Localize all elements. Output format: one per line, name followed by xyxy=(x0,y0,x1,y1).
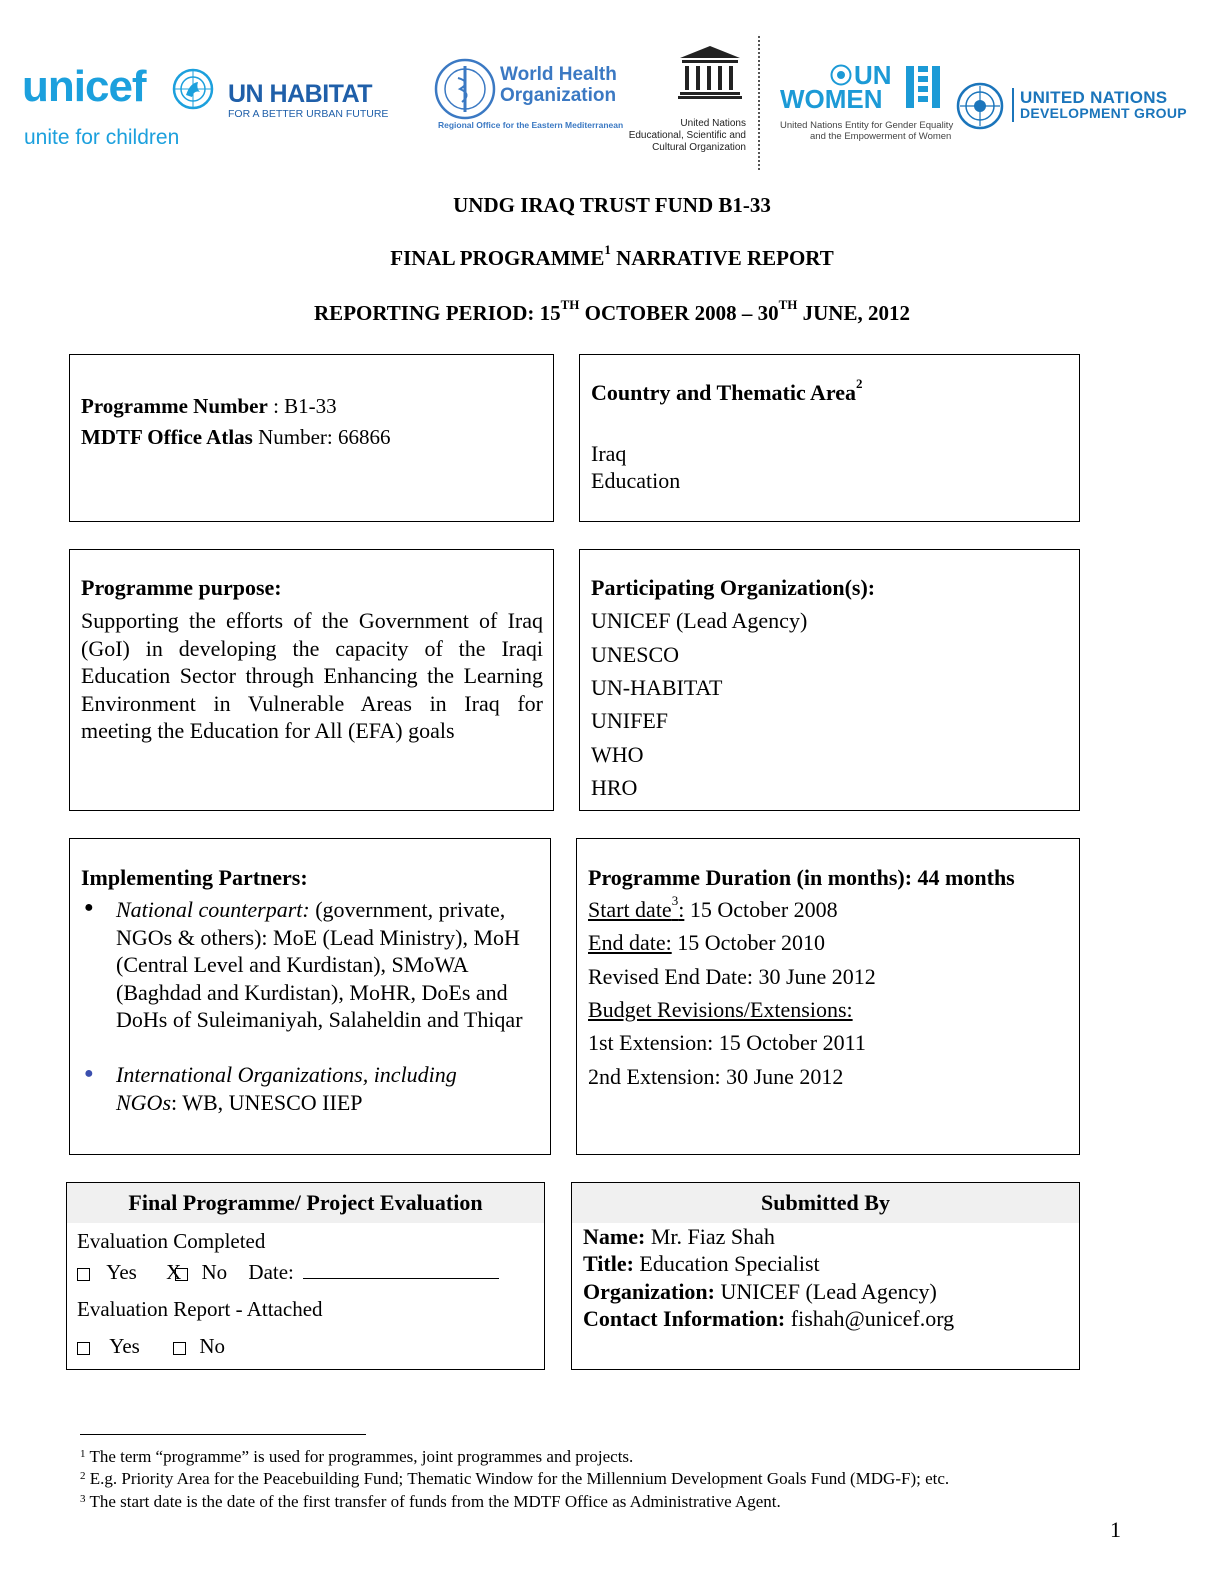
international-orgs-label: International Organizations, including NGOs xyxy=(116,1062,457,1115)
footnote xyxy=(80,1468,949,1490)
submitted-by-box xyxy=(571,1182,1080,1370)
report-no-label: No xyxy=(199,1334,225,1358)
unesco-logo xyxy=(628,44,752,156)
international-orgs-text: : WB, UNESCO IIEP xyxy=(171,1089,363,1115)
submitted-contact-label: Contact Information: xyxy=(583,1306,786,1331)
unesco-line2: Educational, Scientific and xyxy=(628,130,746,141)
country-thematic-box xyxy=(579,354,1080,522)
implementing-partners-box xyxy=(69,838,551,1155)
period-sup-2: TH xyxy=(778,297,798,312)
subtitle-text: FINAL PROGRAMME xyxy=(390,246,605,270)
purpose-text: Supporting the efforts of the Government of Iraq (GoI) in developing the capacity of the Iraqi Education Sector through Enhancing the Learning Environment in Vulnerable Areas in Iraq for meeting the Education for All (EFA) goals xyxy=(81,608,543,743)
unwomen-line1: UN xyxy=(854,60,892,90)
unwomen-globe-icon xyxy=(830,64,852,86)
submitted-name-value: Mr. Fiaz Shah xyxy=(645,1224,775,1249)
footnote-text: E.g. Priority Area for the Peacebuilding Fund; Thematic Window for the Millennium Development Goals Fund (MDG-F); etc. xyxy=(89,1469,950,1488)
report-yes-checkbox[interactable] xyxy=(77,1342,90,1355)
implementing-heading: Implementing Partners: xyxy=(81,865,308,890)
undg-separator xyxy=(1012,88,1014,122)
submitted-title-value: Education Specialist xyxy=(633,1251,820,1276)
national-counterpart-label: National counterpart: xyxy=(116,897,310,922)
evaluation-heading: Final Programme/ Project Evaluation xyxy=(67,1183,544,1223)
budget-revisions-label: Budget Revisions/Extensions: xyxy=(588,997,853,1022)
unicef-emblem-icon xyxy=(172,68,214,110)
participating-org: UNIFEF xyxy=(591,708,669,733)
evaluation-report-options xyxy=(77,1334,225,1359)
participating-orgs-box xyxy=(579,549,1080,811)
start-date-label xyxy=(588,893,685,922)
start-date xyxy=(588,893,838,923)
submitted-title-label: Title: xyxy=(583,1251,634,1276)
evaluation-completed-label: Evaluation Completed xyxy=(77,1229,266,1253)
eval-yes-label: Yes xyxy=(106,1260,137,1284)
unicef-tagline: unite for children xyxy=(24,126,180,149)
eval-yes-checkbox[interactable] xyxy=(77,1268,90,1281)
start-date-colon: : xyxy=(678,897,685,922)
subtitle-text-end: NARRATIVE REPORT xyxy=(610,246,834,270)
programme-purpose-box xyxy=(69,549,554,811)
country-heading-text: Country and Thematic Area xyxy=(591,380,857,405)
footnote-ref-2: 2 xyxy=(856,376,863,391)
evaluation-report-label: Evaluation Report - Attached xyxy=(77,1297,323,1321)
participating-org: WHO xyxy=(591,742,644,767)
footnote-number: 1 xyxy=(80,1448,86,1460)
unwomen-tagline1: United Nations Entity for Gender Equality xyxy=(780,120,954,131)
bullet-dot-icon: ● xyxy=(84,1065,94,1082)
participating-heading: Participating Organization(s): xyxy=(591,575,876,600)
programme-number-box xyxy=(69,354,554,522)
unwomen-line2: WOMEN xyxy=(780,84,883,114)
unesco-temple-icon xyxy=(676,44,744,100)
evaluation-completed-options xyxy=(77,1260,499,1285)
country-value: Iraq xyxy=(591,441,627,466)
international-orgs xyxy=(116,1061,516,1116)
submitted-org-label: Organization: xyxy=(583,1279,715,1304)
footnote xyxy=(80,1446,633,1468)
start-date-value: 15 October 2008 xyxy=(684,897,838,922)
revised-end-date: Revised End Date: 30 June 2012 xyxy=(588,964,876,989)
submitted-heading: Submitted By xyxy=(572,1183,1079,1223)
end-date-label: End date: xyxy=(588,930,672,955)
page-number: 1 xyxy=(1110,1517,1121,1542)
undg-emblem-icon xyxy=(956,82,1004,130)
eval-date-field[interactable] xyxy=(303,1260,499,1279)
atlas-number xyxy=(81,425,391,450)
atlas-number-value: Number: 66866 xyxy=(252,425,391,449)
submitted-name xyxy=(583,1224,775,1250)
submitted-contact-value[interactable]: fishah@unicef.org xyxy=(785,1306,955,1331)
end-date xyxy=(588,930,825,956)
country-heading xyxy=(591,376,863,406)
report-no-checkbox[interactable] xyxy=(173,1342,186,1355)
unicef-logo xyxy=(22,64,212,154)
unhabitat-wordmark: UN HABITAT xyxy=(228,80,373,108)
eval-x-mark: X xyxy=(166,1260,182,1284)
atlas-number-label: MDTF Office Atlas xyxy=(81,425,253,449)
purpose-heading: Programme purpose: xyxy=(81,575,282,600)
end-date-value: 15 October 2010 xyxy=(671,930,826,955)
undg-line2: DEVELOPMENT GROUP xyxy=(1020,105,1187,121)
footnote xyxy=(80,1491,781,1513)
unesco-line1: United Nations xyxy=(680,118,746,129)
who-line1: World Health xyxy=(500,64,617,85)
programme-number xyxy=(81,394,337,419)
programme-number-label: Programme Number xyxy=(81,394,268,418)
unhabitat-tagline: FOR A BETTER URBAN FUTURE xyxy=(228,108,389,120)
participating-org: UNESCO xyxy=(591,642,680,667)
participating-org: HRO xyxy=(591,775,638,800)
programme-duration-box xyxy=(576,838,1080,1155)
who-line2: Organization xyxy=(500,85,617,106)
report-subtitle xyxy=(0,242,1224,271)
eval-date-label: Date: xyxy=(248,1260,294,1284)
footnote-separator xyxy=(80,1434,366,1435)
who-logo xyxy=(434,58,624,133)
undg-logo xyxy=(956,82,1201,130)
start-date-label-text: Start date xyxy=(588,897,672,922)
period-mid: OCTOBER 2008 – 30 xyxy=(579,301,779,325)
eval-no-checkbox[interactable] xyxy=(175,1268,188,1281)
period-sup-1: TH xyxy=(560,297,580,312)
extension-1: 1st Extension: 15 October 2011 xyxy=(588,1030,866,1055)
reporting-period xyxy=(0,297,1224,326)
unhabitat-logo xyxy=(228,80,413,125)
submitted-organization xyxy=(583,1279,937,1305)
unesco-line3: Cultural Organization xyxy=(652,142,746,153)
submitted-contact xyxy=(583,1306,954,1332)
extension-2: 2nd Extension: 30 June 2012 xyxy=(588,1064,844,1089)
unicef-wordmark: unicef xyxy=(22,62,146,111)
period-end: JUNE, 2012 xyxy=(797,301,910,325)
footnote-number: 2 xyxy=(80,1470,86,1482)
evaluation-box xyxy=(66,1182,545,1370)
footnote-number: 3 xyxy=(80,1493,86,1505)
eval-no-label: No xyxy=(201,1260,228,1284)
national-counterpart-text: (government, private, NGOs & others): MoE (Lead Ministry), MoH (Central Level and Kurdistan), SMoWA (Baghdad and Kurdistan), MoHR, DoEs and DoHs of Suleimaniyah, Salaheldin and Thiqar xyxy=(116,897,523,1032)
duration-heading: Programme Duration (in months): 44 months xyxy=(588,865,1015,890)
bullet-dot-icon: ● xyxy=(84,899,94,916)
undg-line1: UNITED NATIONS xyxy=(1020,88,1168,107)
period-start: REPORTING PERIOD: 15 xyxy=(314,301,561,325)
footnote-ref-3: 3 xyxy=(671,893,679,908)
unwomen-tagline2: and the Empowerment of Women xyxy=(810,131,952,142)
unwomen-logo xyxy=(780,60,954,142)
submitted-name-label: Name: xyxy=(583,1224,646,1249)
submitted-title xyxy=(583,1251,820,1277)
unwomen-mark-icon xyxy=(904,64,948,110)
report-yes-label: Yes xyxy=(109,1334,140,1358)
report-title: UNDG IRAQ TRUST FUND B1-33 xyxy=(453,193,771,217)
programme-number-value: : B1-33 xyxy=(267,394,337,418)
participating-org: UN-HABITAT xyxy=(591,675,723,700)
submitted-org-value: UNICEF (Lead Agency) xyxy=(715,1279,937,1304)
footnote-text: The start date is the date of the first transfer of funds from the MDTF Office as Administrative Agent. xyxy=(89,1492,781,1511)
footnote-ref-1: 1 xyxy=(604,242,611,257)
thematic-value: Education xyxy=(591,468,681,493)
footnote-text: The term “programme” is used for programmes, joint programmes and projects. xyxy=(89,1447,634,1466)
participating-org: UNICEF (Lead Agency) xyxy=(591,608,808,633)
who-emblem-icon xyxy=(434,58,496,120)
logo-divider xyxy=(758,36,760,170)
who-tagline: Regional Office for the Eastern Mediterranean xyxy=(438,120,624,130)
national-counterpart xyxy=(116,896,544,1034)
